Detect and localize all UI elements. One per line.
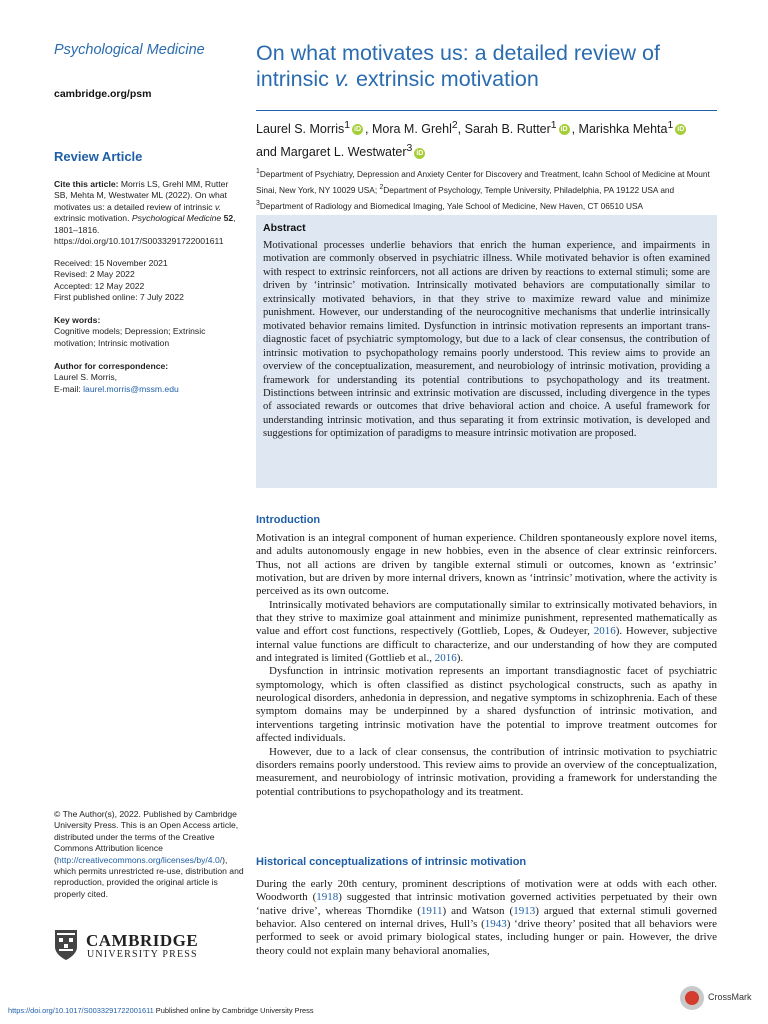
correspondence-label: Author for correspondence: — [54, 361, 169, 371]
author-5-sup: 3 — [406, 143, 413, 155]
article-type: Review Article — [54, 149, 143, 164]
abstract-text: Motivational processes underlie behaviors that enrich the human experience, and impairments in motivation are commonly observed in psychiatric illness. While motivated behavior is often examined with respect to extrinsic reinforcers, not all actions are driven by reactions to external stimuli; some are driven by ‘intrinsic’ motivation. Intrinsically motivated behaviors are computationally similar to extrinsically motivated behaviors, in that they strive to maximize reward value and minimize punishment. However, our understanding of the neurocognitive mechanisms that underlie intrinsically motivated behavior remains limited. Dysfunction in intrinsic motivation represents an important trans-diagnostic facet of psychiatric symptomology, but due to a lack of clear consensus, the contribution of intrinsic motivation to psychopathology remains poorly understood. This review aims to provide an overview of the conceptualization, measurement, and neurobiology of intrinsic motivation, providing a framework for understanding its potential contributions to psychopathology and its treatment. Distinctions between intrinsic and extrinsic motivation are discussed, including divergence in the types of associated rewards or outcomes that drive behavioral action and choice. A useful framework for understanding intrinsic motivation, and thus separating it from extrinsic motivation, is developed and suggestions for optimization of paradigms to measure intrinsic motivation are proposed. — [263, 240, 710, 440]
dates-block — [54, 258, 244, 304]
author-4-sup: 1 — [667, 120, 674, 131]
article-title — [256, 40, 726, 92]
correspondence-name: Laurel S. Morris, — [54, 372, 118, 383]
email-link[interactable]: laurel.morris@mssm.edu — [83, 383, 179, 394]
orcid-icon[interactable]: iD — [354, 126, 362, 134]
licence-text-after: ), which permits unrestricted re-use, distribution and reproduction, provided the original article is properly cited. — [54, 854, 244, 899]
intro-paragraph-3: Dysfunction in intrinsic motivation represents an important transdiagnostic facet of psychiatric symptomology, which is often classified as distinct psychological constructs, such as apathy in neurological disorders, anhedonia in depression, and negative symptoms in schizophrenia. Each of these symptom domains may be underpinned by a shared dysfunction of intrinsic motivation, and interventions targeting intrinsic motivation have the potential to improve treatment outcomes for affected individuals. — [256, 665, 717, 745]
ref-link[interactable]: 2016 — [593, 625, 616, 638]
cambridge-shield-icon — [54, 929, 78, 961]
site-url[interactable]: cambridge.org/psm — [54, 88, 152, 100]
affil-1: Department of Psychiatry, Depression and Anxiety Center for Discovery and Treatment, Icahn School of Medicine at Mount Sinai, New York, NY 10029 USA; — [256, 168, 710, 195]
author-2-sup: 2 — [451, 120, 458, 131]
cambridge-logo — [54, 929, 244, 963]
keywords-label: Key words: — [54, 315, 101, 325]
affil-2: Department of Psychology, Temple University, Philadelphia, PA 19122 USA and — [383, 184, 675, 195]
cite-text: Morris LS, Grehl MM, Rutter SB, Mehta M, Westwater ML (2022). On what motivates us: a detailed review of intrinsic — [54, 179, 229, 212]
date-published: First published online: 7 July 2022 — [54, 292, 184, 303]
footer-text: Published online by Cambridge University Press — [153, 1006, 314, 1015]
abstract-heading: Abstract — [263, 222, 306, 234]
title-italic-v: v. — [334, 67, 350, 91]
introduction-body — [256, 532, 717, 799]
introduction-heading: Introduction — [256, 514, 321, 526]
authors-and: and — [256, 145, 277, 160]
title-divider — [256, 110, 717, 111]
intro-paragraph-2: Intrinsically motivated behaviors are computationally similar to extrinsically motivated behaviors, in that they strive to maximize goal attainment and minimize punishment, represented mathematically as value and effort cost functions, respectively (Gottlieb, Lopes, & Oudeyer, 2016). However, subjective internal value functions are difficult to characterize, and our understanding of how they are computed and integrated is limited (Gottlieb et al., 2016). — [256, 598, 717, 665]
affil-1-sup: 1 — [256, 168, 260, 175]
cambridge-press: UNIVERSITY PRESS — [87, 949, 198, 960]
cite-italic-v: v. — [214, 201, 222, 212]
cite-text-mid: extrinsic motivation. — [54, 213, 132, 224]
author-1: Laurel S. Morris — [256, 122, 345, 137]
footer-doi-link[interactable]: https://doi.org/10.1017/S0033291722001611 — [8, 1006, 154, 1015]
author-4: Marishka Mehta — [578, 122, 668, 137]
ref-link[interactable]: 1911 — [420, 904, 443, 917]
ref-link[interactable]: 1943 — [484, 918, 507, 931]
author-list: Laurel S. Morris$^1$ iD , Mora M. Grehl$^2$, Sarah B. Rutter$^1$ iD , Marishka Mehta$^1$ iD and Margaret L. Westwater$^3$ iD — [256, 120, 685, 160]
cite-volume: 52 — [221, 213, 234, 224]
keywords-block — [54, 315, 244, 349]
correspondence-block — [54, 361, 244, 395]
date-revised: Revised: 2 May 2022 — [54, 269, 135, 280]
history-paragraph-1: During the early 20th century, prominent descriptions of motivation were at odds with each other. Woodworth (1918) suggested that intrinsic motivation governed activities perpetuated by their own ‘native drive’, whereas Thorndike (1911) and Watson (1913) argued that external stimuli governed behavior. Also centered on internal drives, Hull’s (1943) ‘drive theory’ posited that all behaviors were performed to seek or avoid primary biological states, including hunger or pain. However, the drive theory could not explain many behavioral anomalies, — [256, 878, 718, 957]
orcid-icon[interactable]: iD — [677, 126, 685, 134]
affiliations — [256, 165, 720, 213]
affil-3-sup: 3 — [256, 200, 260, 208]
cite-label: Cite this article: — [54, 179, 119, 189]
orcid-icon[interactable]: iD — [560, 126, 568, 134]
author-1-sup: 1 — [344, 120, 351, 131]
date-received: Received: 15 November 2021 — [54, 258, 168, 268]
journal-name: Psychological Medicine — [54, 42, 205, 58]
cite-block — [54, 179, 244, 247]
abstract-box — [256, 215, 717, 488]
email-prefix: E-mail: — [54, 383, 84, 394]
author-5: Margaret L. Westwater — [280, 145, 407, 160]
crossmark-badge[interactable] — [680, 986, 760, 1014]
intro-paragraph-1: Motivation is an integral component of human experience. Children spontaneously explore novel items, and adults autonomously engage in new hobbies, even in the absence of clear extrinsic reinforcers. Thus, not all actions are driven by tangible external stimuli or outcomes, known as ‘extrinsic’ motivation, but are driven by more internal drivers, known as ‘intrinsic’ motivation, where the activity is perceived as its own outcome. — [256, 532, 717, 598]
date-accepted: Accepted: 12 May 2022 — [54, 280, 145, 291]
ref-link[interactable]: 2016 — [434, 652, 457, 665]
correspondence-email-line — [54, 384, 244, 395]
footer-line — [8, 1006, 314, 1015]
author-3: Sarah B. Rutter — [464, 122, 551, 137]
title-part1: On what motivates us: a detailed review of intrinsic — [256, 41, 660, 91]
orcid-icon[interactable]: iD — [416, 149, 424, 157]
title-part2: extrinsic motivation — [350, 67, 539, 91]
licence-text: © The Author(s), 2022. Published by Cambridge University Press. This is an Open Access article, distributed under the terms of the Creative Commons Attribution licence ( — [54, 809, 239, 865]
cite-journal: Psychological Medicine — [131, 213, 222, 224]
crossmark-label: CrossMark — [708, 992, 752, 1002]
crossmark-icon — [680, 986, 704, 1010]
history-body — [256, 878, 717, 958]
author-2: Mora M. Grehl — [371, 122, 452, 137]
affil-3: Department of Radiology and Biomedical Imaging, Yale School of Medicine, New Haven, CT 06510 USA — [259, 200, 644, 211]
licence-link[interactable]: http://creativecommons.org/licenses/by/4.0/ — [56, 854, 223, 865]
history-heading: Historical conceptualizations of intrinsic motivation — [256, 856, 527, 868]
ref-link[interactable]: 1913 — [513, 904, 536, 917]
author-3-sup: 1 — [550, 120, 557, 131]
keywords-text: Cognitive models; Depression; Extrinsic motivation; Intrinsic motivation — [54, 326, 206, 348]
cambridge-name: CAMBRIDGE — [86, 931, 199, 950]
cite-text-end: , 1801–1816. https://doi.org/10.1017/S0033291722001611 — [54, 213, 236, 247]
ref-link[interactable]: 1918 — [316, 891, 339, 904]
intro-paragraph-4: However, due to a lack of clear consensus, the contribution of intrinsic motivation to psychiatric disorders remains poorly understood. This review aims to provide an overview of the conceptualization, measurement, and neurobiology of intrinsic motivation, providing a framework for understanding the potential contributions to psychopathology and its treatment. — [256, 745, 717, 798]
licence-block — [54, 809, 246, 900]
affil-2-sup: 2 — [379, 184, 384, 192]
